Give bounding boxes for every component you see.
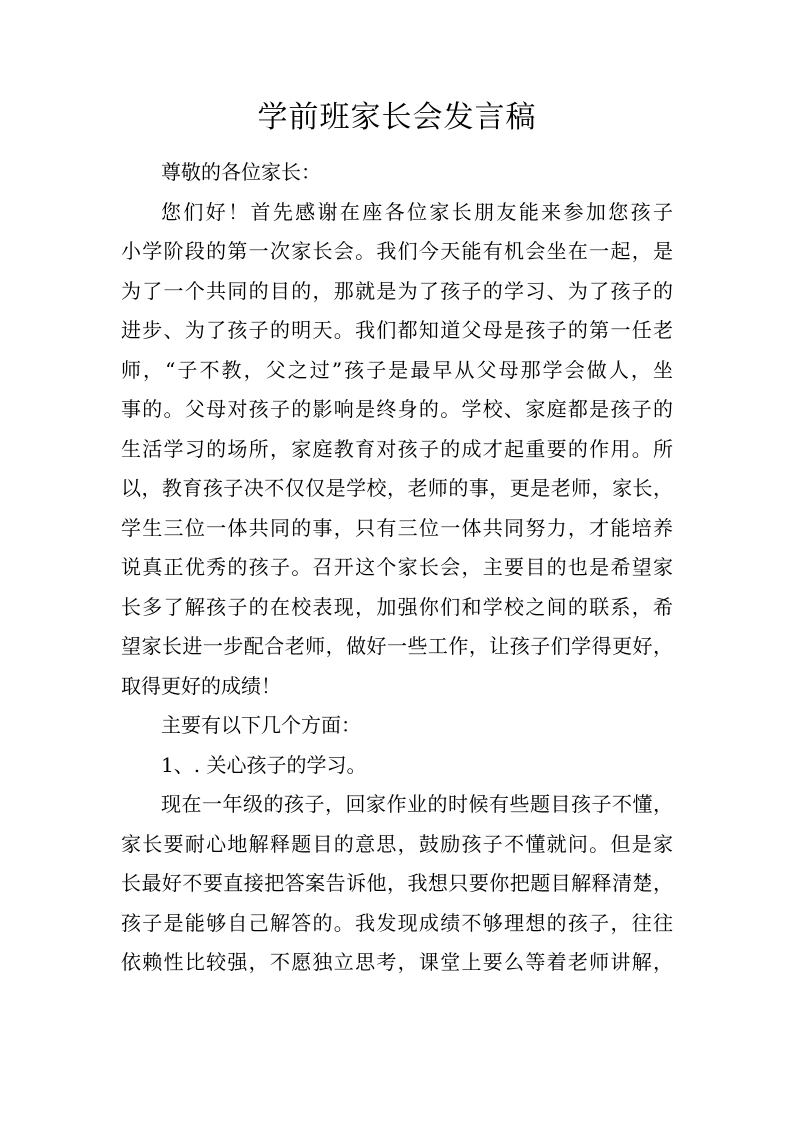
text-line: 生活学习的场所，家庭教育对孩子的成才起重要的作用。所 xyxy=(121,436,673,461)
text-line: 尊敬的各位家长： xyxy=(161,160,321,184)
text-line: 进步、为了孩子的明天。我们都知道父母是孩子的第一任老 xyxy=(121,318,673,342)
text-line: 望家长进一步配合老师，做好一些工作，让孩子们学得更好， xyxy=(121,634,673,658)
text-line: 取得更好的成绩！ xyxy=(121,673,281,698)
text-line: 以，教育孩子决不仅仅是学校，老师的事，更是老师，家长， xyxy=(121,476,673,500)
text-line: 您们好！首先感谢在座各位家长朋友能来参加您孩子 xyxy=(161,199,673,224)
text-line: 事的。父母对孩子的影响是终身的。学校、家庭都是孩子的 xyxy=(121,397,673,421)
text-line: 长最好不要直接把答案告诉他，我想只要你把题目解释清楚， xyxy=(121,871,673,895)
text-line: 主要有以下几个方面： xyxy=(161,713,361,737)
text-line: 家长要耐心地解释题目的意思，鼓励孩子不懂就问。但是家 xyxy=(121,831,673,856)
document-body xyxy=(121,153,673,983)
text-line: 孩子是能够自己解答的。我发现成绩不够理想的孩子，往往 xyxy=(121,910,673,935)
text-line: 为了一个共同的目的，那就是为了孩子的学习、为了孩子的 xyxy=(121,278,673,303)
text-line: 小学阶段的第一次家长会。我们今天能有机会坐在一起，是 xyxy=(121,239,673,263)
text-line: 师，“子不教，父之过”孩子是最早从父母那学会做人，坐 xyxy=(121,357,673,382)
text-line: 长多了解孩子的在校表现，加强你们和学校之间的联系，希 xyxy=(121,594,673,619)
text-line: 现在一年级的孩子，回家作业的时候有些题目孩子不懂， xyxy=(161,792,673,816)
text-line: 依赖性比较强，不愿独立思考，课堂上要么等着老师讲解， xyxy=(121,950,673,974)
text-line: 说真正优秀的孩子。召开这个家长会，主要目的也是希望家 xyxy=(121,555,673,579)
document-title: 学前班家长会发言稿 xyxy=(257,100,537,135)
text-line: 1、. 关心孩子的学习。 xyxy=(161,752,367,777)
text-line: 学生三位一体共同的事，只有三位一体共同努力，才能培养 xyxy=(121,515,673,540)
